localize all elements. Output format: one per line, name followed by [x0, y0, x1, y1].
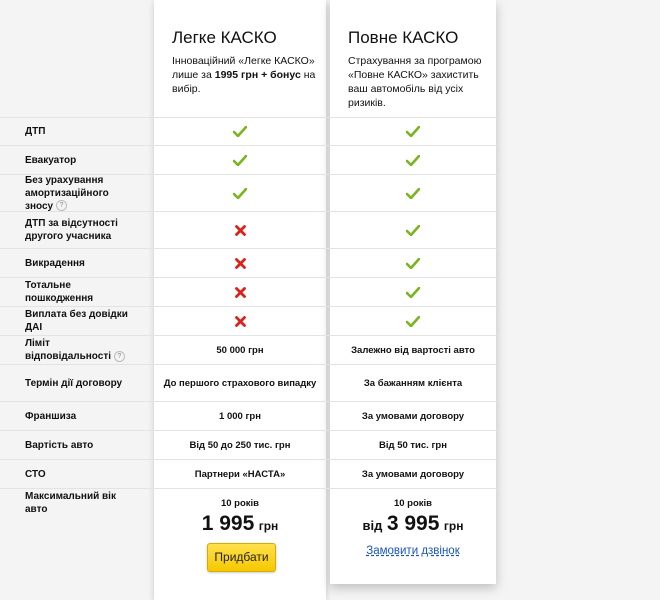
check-icon	[330, 278, 496, 306]
help-icon[interactable]: ?	[56, 200, 67, 211]
price-value: 3 995	[386, 512, 440, 535]
row-label: ДТП за відсутності другого учасника	[25, 218, 118, 242]
price-prefix: від	[362, 518, 383, 533]
check-icon	[330, 307, 496, 335]
row-label: Франшиза	[25, 410, 77, 422]
cell-value: За бажанням клієнта	[363, 377, 463, 389]
help-icon[interactable]: ?	[114, 351, 125, 362]
price-unit: грн	[258, 519, 279, 533]
row-label: Викрадення	[25, 257, 85, 269]
cell-value: 1 000 грн	[219, 410, 261, 422]
row-label: Евакуатор	[25, 154, 77, 166]
cell-value: За умовами договору	[361, 410, 465, 422]
check-icon	[330, 118, 496, 145]
table-row	[0, 430, 500, 459]
plan-title: Легке КАСКО	[172, 28, 277, 47]
check-icon	[154, 146, 326, 174]
check-icon	[330, 175, 496, 211]
price-full	[330, 512, 496, 536]
check-icon	[330, 212, 496, 248]
cell-value: Партнери «НАСТА»	[194, 468, 286, 480]
table-row	[0, 364, 500, 401]
check-icon	[330, 146, 496, 174]
plan-description: Інноваційний «Легке КАСКО» лише за 1995 грн + бонус на вибір.	[172, 55, 316, 95]
cross-icon	[154, 249, 326, 277]
buy-button[interactable]: Придбати	[207, 543, 276, 572]
check-icon	[154, 175, 326, 211]
row-label: Вартість авто	[25, 439, 94, 451]
check-icon	[330, 249, 496, 277]
cross-icon	[154, 307, 326, 335]
plan-description: Страхування за програмою «Повне КАСКО» захистить ваш автомобіль від усіх ризиків.	[348, 55, 482, 109]
table-row	[0, 211, 500, 248]
cell-value: Залежно від вартості авто	[351, 344, 475, 356]
cross-icon	[154, 278, 326, 306]
check-icon	[154, 118, 326, 145]
row-label: Термін дії договору	[25, 377, 123, 389]
cross-icon	[154, 212, 326, 248]
row-label: Виплата без довідки ДАІ	[25, 309, 128, 333]
price-value: 1 995	[201, 512, 255, 535]
cell-value: Від 50 до 250 тис. грн	[189, 439, 291, 451]
table-row	[0, 277, 500, 306]
table-row	[0, 145, 500, 174]
table-row	[0, 335, 500, 364]
table-row	[0, 459, 500, 488]
cell-value: До першого страхового випадку	[163, 377, 317, 389]
price-unit: грн	[443, 519, 464, 533]
cell-value: 10 років	[220, 497, 260, 509]
cell-value: За умовами договору	[361, 468, 465, 480]
cell-value: Від 50 тис. грн	[379, 439, 447, 451]
row-label: ДТП	[25, 126, 46, 137]
cell-value: 10 років	[393, 497, 433, 509]
table-row	[0, 401, 500, 430]
row-label: Без урахування амортизаційного зносу ?	[25, 174, 109, 212]
row-label: Тотальне пошкодження	[25, 280, 94, 304]
price-light	[154, 512, 326, 536]
table-row	[0, 306, 500, 335]
row-label: Ліміт відповідальності ?	[0, 337, 140, 363]
table-row	[0, 248, 500, 277]
row-label: СТО	[25, 468, 46, 480]
cell-value: 50 000 грн	[216, 344, 264, 356]
comparison-table	[0, 117, 660, 517]
table-row	[0, 174, 500, 211]
request-call-link[interactable]: Замовити дзвінок	[366, 545, 460, 557]
table-row	[0, 117, 500, 145]
row-label: Максимальний вік авто	[25, 491, 116, 515]
plan-title: Повне КАСКО	[348, 28, 459, 47]
